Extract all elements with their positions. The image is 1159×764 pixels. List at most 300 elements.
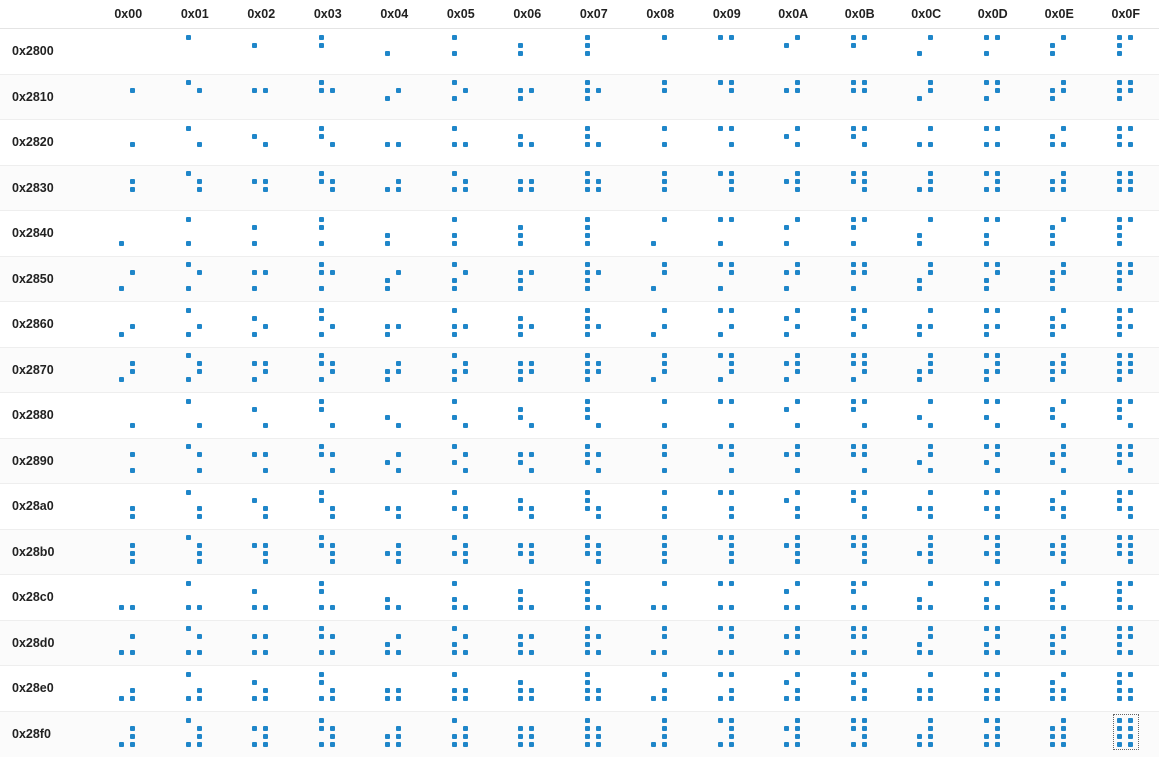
- braille-cell[interactable]: [228, 620, 295, 666]
- braille-cell[interactable]: [827, 302, 894, 348]
- braille-cell[interactable]: [428, 438, 495, 484]
- braille-cell[interactable]: [428, 484, 495, 530]
- braille-cell[interactable]: [1026, 211, 1093, 257]
- braille-dot: [518, 551, 523, 556]
- row-header: 0x28f0: [0, 711, 95, 757]
- braille-cell[interactable]: [428, 29, 495, 75]
- braille-cell[interactable]: [827, 29, 894, 75]
- braille-cell[interactable]: [295, 29, 362, 75]
- braille-cell[interactable]: [827, 74, 894, 120]
- braille-cell[interactable]: [561, 575, 628, 621]
- braille-dot: [1128, 324, 1133, 329]
- braille-cell[interactable]: [1093, 620, 1159, 666]
- braille-cell[interactable]: [494, 711, 561, 757]
- braille-cell[interactable]: [760, 120, 827, 166]
- braille-cell[interactable]: [228, 74, 295, 120]
- braille-cell[interactable]: [1093, 165, 1159, 211]
- braille-cell[interactable]: [228, 438, 295, 484]
- braille-cell[interactable]: [561, 256, 628, 302]
- braille-cell[interactable]: [827, 393, 894, 439]
- braille-cell[interactable]: [1093, 29, 1159, 75]
- braille-cell[interactable]: [1026, 347, 1093, 393]
- braille-cell[interactable]: [960, 120, 1027, 166]
- braille-cell[interactable]: [494, 393, 561, 439]
- braille-cell[interactable]: [295, 165, 362, 211]
- braille-cell[interactable]: [893, 347, 960, 393]
- braille-cell[interactable]: [694, 620, 761, 666]
- braille-cell[interactable]: [295, 575, 362, 621]
- braille-glyph: [383, 215, 405, 247]
- braille-cell[interactable]: [162, 256, 229, 302]
- braille-cell[interactable]: [561, 211, 628, 257]
- braille-cell[interactable]: [494, 120, 561, 166]
- braille-cell[interactable]: [827, 575, 894, 621]
- braille-cell[interactable]: [428, 393, 495, 439]
- braille-cell[interactable]: [561, 711, 628, 757]
- braille-cell[interactable]: [428, 575, 495, 621]
- braille-cell[interactable]: [1093, 529, 1159, 575]
- braille-cell[interactable]: [95, 256, 162, 302]
- braille-cell[interactable]: [1026, 302, 1093, 348]
- braille-cell[interactable]: [95, 575, 162, 621]
- braille-dot: [1117, 597, 1122, 602]
- braille-cell[interactable]: [361, 29, 428, 75]
- braille-cell[interactable]: [827, 711, 894, 757]
- braille-cell[interactable]: [1093, 666, 1159, 712]
- braille-glyph: [583, 533, 605, 565]
- braille-cell[interactable]: [694, 29, 761, 75]
- braille-cell[interactable]: [561, 666, 628, 712]
- braille-cell[interactable]: [760, 711, 827, 757]
- braille-cell[interactable]: [760, 666, 827, 712]
- braille-glyph: [982, 579, 1004, 611]
- braille-cell[interactable]: [694, 393, 761, 439]
- braille-cell[interactable]: [960, 211, 1027, 257]
- braille-cell[interactable]: [960, 347, 1027, 393]
- braille-cell[interactable]: [1026, 393, 1093, 439]
- braille-cell[interactable]: [1026, 120, 1093, 166]
- braille-dot: [795, 718, 800, 723]
- braille-cell[interactable]: [95, 347, 162, 393]
- braille-cell[interactable]: [627, 438, 694, 484]
- braille-cell[interactable]: [494, 302, 561, 348]
- braille-cell[interactable]: [694, 165, 761, 211]
- braille-dot: [186, 308, 191, 313]
- braille-cell[interactable]: [561, 302, 628, 348]
- braille-cell[interactable]: [162, 666, 229, 712]
- braille-cell[interactable]: [627, 165, 694, 211]
- braille-cell[interactable]: [827, 666, 894, 712]
- braille-cell[interactable]: [827, 529, 894, 575]
- braille-cell[interactable]: [893, 711, 960, 757]
- braille-dot: [1050, 316, 1055, 321]
- braille-cell[interactable]: [1093, 211, 1159, 257]
- braille-cell[interactable]: [760, 74, 827, 120]
- braille-cell[interactable]: [228, 575, 295, 621]
- braille-cell[interactable]: [1093, 438, 1159, 484]
- braille-cell[interactable]: [960, 302, 1027, 348]
- braille-cell[interactable]: [627, 256, 694, 302]
- braille-cell[interactable]: [627, 666, 694, 712]
- braille-glyph: [117, 488, 139, 520]
- braille-cell[interactable]: [361, 302, 428, 348]
- braille-cell[interactable]: [361, 165, 428, 211]
- braille-cell[interactable]: [893, 529, 960, 575]
- braille-cell[interactable]: [494, 484, 561, 530]
- braille-dot: [596, 726, 601, 731]
- braille-cell[interactable]: [760, 438, 827, 484]
- braille-cell[interactable]: [1026, 74, 1093, 120]
- braille-dot: [917, 506, 922, 511]
- braille-cell[interactable]: [295, 347, 362, 393]
- braille-cell[interactable]: [827, 347, 894, 393]
- braille-cell[interactable]: [960, 393, 1027, 439]
- braille-cell[interactable]: [494, 256, 561, 302]
- braille-cell[interactable]: [960, 256, 1027, 302]
- braille-cell[interactable]: [295, 620, 362, 666]
- braille-cell[interactable]: [361, 120, 428, 166]
- braille-dot: [452, 278, 457, 283]
- braille-cell[interactable]: [228, 165, 295, 211]
- braille-cell[interactable]: [162, 711, 229, 757]
- braille-cell[interactable]: [627, 711, 694, 757]
- braille-cell[interactable]: [228, 256, 295, 302]
- braille-cell[interactable]: [361, 711, 428, 757]
- braille-cell[interactable]: [1026, 484, 1093, 530]
- braille-cell[interactable]: [162, 620, 229, 666]
- braille-cell[interactable]: [95, 666, 162, 712]
- braille-cell[interactable]: [1026, 529, 1093, 575]
- braille-cell[interactable]: [893, 256, 960, 302]
- braille-cell[interactable]: [1093, 393, 1159, 439]
- braille-cell[interactable]: [893, 620, 960, 666]
- braille-cell[interactable]: [361, 438, 428, 484]
- braille-cell[interactable]: [361, 666, 428, 712]
- braille-cell[interactable]: [627, 120, 694, 166]
- braille-cell[interactable]: [494, 529, 561, 575]
- braille-cell[interactable]: [1093, 484, 1159, 530]
- braille-cell[interactable]: [760, 575, 827, 621]
- braille-cell[interactable]: [827, 211, 894, 257]
- braille-cell[interactable]: [228, 484, 295, 530]
- braille-cell[interactable]: [760, 211, 827, 257]
- braille-cell[interactable]: [228, 211, 295, 257]
- braille-cell[interactable]: [162, 484, 229, 530]
- braille-cell[interactable]: [428, 302, 495, 348]
- braille-cell[interactable]: [228, 393, 295, 439]
- braille-dot: [662, 468, 667, 473]
- braille-cell[interactable]: [162, 575, 229, 621]
- braille-cell[interactable]: [760, 302, 827, 348]
- braille-cell[interactable]: [893, 29, 960, 75]
- braille-cell[interactable]: [428, 711, 495, 757]
- braille-dot: [1050, 96, 1055, 101]
- braille-cell[interactable]: [494, 211, 561, 257]
- braille-cell[interactable]: [162, 74, 229, 120]
- braille-cell[interactable]: [827, 620, 894, 666]
- braille-cell[interactable]: [228, 120, 295, 166]
- braille-cell[interactable]: [760, 529, 827, 575]
- braille-cell[interactable]: [694, 347, 761, 393]
- braille-cell[interactable]: [694, 74, 761, 120]
- braille-dot: [130, 270, 135, 275]
- braille-cell[interactable]: [627, 302, 694, 348]
- braille-dot: [596, 179, 601, 184]
- braille-cell[interactable]: [162, 347, 229, 393]
- braille-cell[interactable]: [428, 211, 495, 257]
- row-header: 0x2850: [0, 256, 95, 302]
- braille-cell[interactable]: [893, 438, 960, 484]
- braille-cell[interactable]: [494, 575, 561, 621]
- braille-cell[interactable]: [1093, 120, 1159, 166]
- braille-cell[interactable]: [228, 29, 295, 75]
- braille-cell[interactable]: [960, 575, 1027, 621]
- braille-cell[interactable]: [960, 484, 1027, 530]
- braille-cell[interactable]: [893, 120, 960, 166]
- braille-cell[interactable]: [361, 74, 428, 120]
- braille-cell[interactable]: [1093, 575, 1159, 621]
- braille-cell[interactable]: [627, 74, 694, 120]
- braille-cell[interactable]: [162, 302, 229, 348]
- braille-cell[interactable]: [694, 529, 761, 575]
- braille-cell[interactable]: [561, 74, 628, 120]
- braille-cell[interactable]: [95, 711, 162, 757]
- braille-cell[interactable]: [95, 211, 162, 257]
- braille-dot: [197, 270, 202, 275]
- braille-cell[interactable]: [95, 529, 162, 575]
- braille-cell[interactable]: [760, 256, 827, 302]
- braille-cell[interactable]: [694, 256, 761, 302]
- braille-cell[interactable]: [295, 256, 362, 302]
- braille-cell[interactable]: [361, 575, 428, 621]
- braille-cell[interactable]: [960, 666, 1027, 712]
- braille-cell[interactable]: [561, 347, 628, 393]
- braille-dot: [585, 696, 590, 701]
- braille-cell[interactable]: [893, 666, 960, 712]
- braille-dot: [1061, 399, 1066, 404]
- braille-dot: [319, 270, 324, 275]
- braille-cell[interactable]: [494, 74, 561, 120]
- braille-cell[interactable]: [228, 347, 295, 393]
- braille-cell[interactable]: [428, 347, 495, 393]
- braille-cell[interactable]: [1093, 256, 1159, 302]
- braille-cell[interactable]: [95, 29, 162, 75]
- braille-dot: [186, 399, 191, 404]
- braille-cell[interactable]: [1026, 575, 1093, 621]
- braille-cell[interactable]: [561, 165, 628, 211]
- braille-cell[interactable]: [295, 438, 362, 484]
- braille-cell[interactable]: [361, 529, 428, 575]
- braille-cell[interactable]: [760, 393, 827, 439]
- braille-cell[interactable]: [960, 711, 1027, 757]
- braille-cell[interactable]: [827, 484, 894, 530]
- braille-dot: [795, 423, 800, 428]
- braille-glyph: [1115, 215, 1137, 247]
- braille-cell[interactable]: [295, 302, 362, 348]
- braille-cell[interactable]: [494, 165, 561, 211]
- braille-cell[interactable]: [162, 120, 229, 166]
- braille-cell[interactable]: [1026, 666, 1093, 712]
- braille-glyph: [383, 169, 405, 201]
- braille-dot: [186, 742, 191, 747]
- braille-cell[interactable]: [95, 620, 162, 666]
- braille-cell[interactable]: [627, 484, 694, 530]
- braille-dot: [518, 51, 523, 56]
- braille-cell[interactable]: [627, 529, 694, 575]
- braille-cell[interactable]: [627, 29, 694, 75]
- braille-cell[interactable]: [893, 484, 960, 530]
- braille-cell[interactable]: [694, 575, 761, 621]
- braille-dot: [119, 605, 124, 610]
- braille-dot: [795, 490, 800, 495]
- braille-cell[interactable]: [295, 74, 362, 120]
- braille-cell[interactable]: [295, 666, 362, 712]
- braille-cell[interactable]: [95, 165, 162, 211]
- braille-cell[interactable]: [1026, 165, 1093, 211]
- braille-cell[interactable]: [95, 74, 162, 120]
- braille-cell[interactable]: [95, 393, 162, 439]
- braille-cell[interactable]: [960, 74, 1027, 120]
- braille-cell[interactable]: [295, 211, 362, 257]
- braille-cell[interactable]: [893, 165, 960, 211]
- braille-cell[interactable]: [295, 711, 362, 757]
- braille-cell[interactable]: [960, 29, 1027, 75]
- braille-cell[interactable]: [428, 529, 495, 575]
- braille-cell[interactable]: [1026, 620, 1093, 666]
- braille-dot: [585, 642, 590, 647]
- braille-cell[interactable]: [162, 211, 229, 257]
- braille-cell[interactable]: [95, 302, 162, 348]
- braille-dot: [917, 233, 922, 238]
- braille-cell[interactable]: [494, 438, 561, 484]
- braille-cell[interactable]: [494, 666, 561, 712]
- braille-cell[interactable]: [1093, 711, 1159, 757]
- braille-cell[interactable]: [893, 393, 960, 439]
- braille-cell[interactable]: [561, 529, 628, 575]
- braille-cell[interactable]: [1026, 29, 1093, 75]
- braille-cell[interactable]: [893, 575, 960, 621]
- braille-dot: [396, 734, 401, 739]
- braille-cell[interactable]: [960, 165, 1027, 211]
- braille-cell[interactable]: [760, 29, 827, 75]
- braille-cell[interactable]: [893, 211, 960, 257]
- braille-cell[interactable]: [561, 120, 628, 166]
- braille-cell[interactable]: [694, 711, 761, 757]
- braille-cell[interactable]: [694, 120, 761, 166]
- braille-cell[interactable]: [960, 529, 1027, 575]
- braille-cell[interactable]: [827, 256, 894, 302]
- braille-cell[interactable]: [893, 74, 960, 120]
- braille-cell[interactable]: [561, 29, 628, 75]
- braille-cell[interactable]: [627, 347, 694, 393]
- braille-dot: [851, 634, 856, 639]
- braille-dot: [662, 734, 667, 739]
- braille-cell[interactable]: [162, 165, 229, 211]
- braille-cell[interactable]: [561, 620, 628, 666]
- braille-cell[interactable]: [361, 256, 428, 302]
- braille-cell[interactable]: [162, 529, 229, 575]
- braille-cell[interactable]: [627, 575, 694, 621]
- braille-cell[interactable]: [361, 620, 428, 666]
- braille-cell[interactable]: [1093, 302, 1159, 348]
- braille-cell[interactable]: [228, 529, 295, 575]
- braille-cell[interactable]: [561, 484, 628, 530]
- braille-dot: [396, 506, 401, 511]
- braille-dot: [851, 650, 856, 655]
- braille-cell[interactable]: [162, 29, 229, 75]
- braille-cell[interactable]: [627, 393, 694, 439]
- braille-cell[interactable]: [228, 302, 295, 348]
- braille-cell[interactable]: [228, 666, 295, 712]
- braille-cell[interactable]: [760, 165, 827, 211]
- braille-cell[interactable]: [1026, 256, 1093, 302]
- braille-cell[interactable]: [694, 438, 761, 484]
- braille-cell[interactable]: [893, 302, 960, 348]
- braille-dot: [1061, 742, 1066, 747]
- braille-cell[interactable]: [295, 484, 362, 530]
- braille-cell[interactable]: [561, 393, 628, 439]
- braille-glyph: [184, 351, 206, 383]
- braille-cell[interactable]: [960, 438, 1027, 484]
- braille-cell[interactable]: [960, 620, 1027, 666]
- braille-cell[interactable]: [760, 347, 827, 393]
- braille-cell[interactable]: [361, 347, 428, 393]
- braille-cell[interactable]: [1026, 711, 1093, 757]
- braille-cell[interactable]: [1093, 347, 1159, 393]
- braille-cell[interactable]: [760, 620, 827, 666]
- braille-cell[interactable]: [561, 438, 628, 484]
- braille-cell[interactable]: [95, 120, 162, 166]
- braille-cell[interactable]: [494, 347, 561, 393]
- braille-cell[interactable]: [428, 165, 495, 211]
- braille-cell[interactable]: [228, 711, 295, 757]
- braille-cell[interactable]: [95, 484, 162, 530]
- braille-dot: [862, 126, 867, 131]
- braille-cell[interactable]: [1026, 438, 1093, 484]
- braille-dot: [662, 35, 667, 40]
- braille-glyph: [1115, 124, 1137, 156]
- braille-cell[interactable]: [494, 29, 561, 75]
- braille-cell[interactable]: [627, 211, 694, 257]
- braille-cell[interactable]: [694, 666, 761, 712]
- braille-cell[interactable]: [295, 529, 362, 575]
- braille-cell[interactable]: [694, 484, 761, 530]
- braille-cell[interactable]: [760, 484, 827, 530]
- braille-cell[interactable]: [694, 211, 761, 257]
- braille-cell[interactable]: [627, 620, 694, 666]
- braille-cell[interactable]: [1093, 74, 1159, 120]
- braille-cell[interactable]: [827, 120, 894, 166]
- braille-cell[interactable]: [361, 211, 428, 257]
- braille-cell[interactable]: [694, 302, 761, 348]
- braille-cell[interactable]: [428, 666, 495, 712]
- braille-cell[interactable]: [162, 393, 229, 439]
- braille-cell[interactable]: [295, 120, 362, 166]
- braille-cell[interactable]: [361, 484, 428, 530]
- braille-cell[interactable]: [361, 393, 428, 439]
- braille-dot: [119, 742, 124, 747]
- braille-cell[interactable]: [428, 256, 495, 302]
- braille-cell[interactable]: [428, 120, 495, 166]
- braille-cell[interactable]: [295, 393, 362, 439]
- braille-cell[interactable]: [827, 438, 894, 484]
- braille-cell[interactable]: [95, 438, 162, 484]
- braille-cell[interactable]: [162, 438, 229, 484]
- braille-cell[interactable]: [428, 620, 495, 666]
- braille-cell[interactable]: [494, 620, 561, 666]
- braille-cell[interactable]: [428, 74, 495, 120]
- braille-cell[interactable]: [827, 165, 894, 211]
